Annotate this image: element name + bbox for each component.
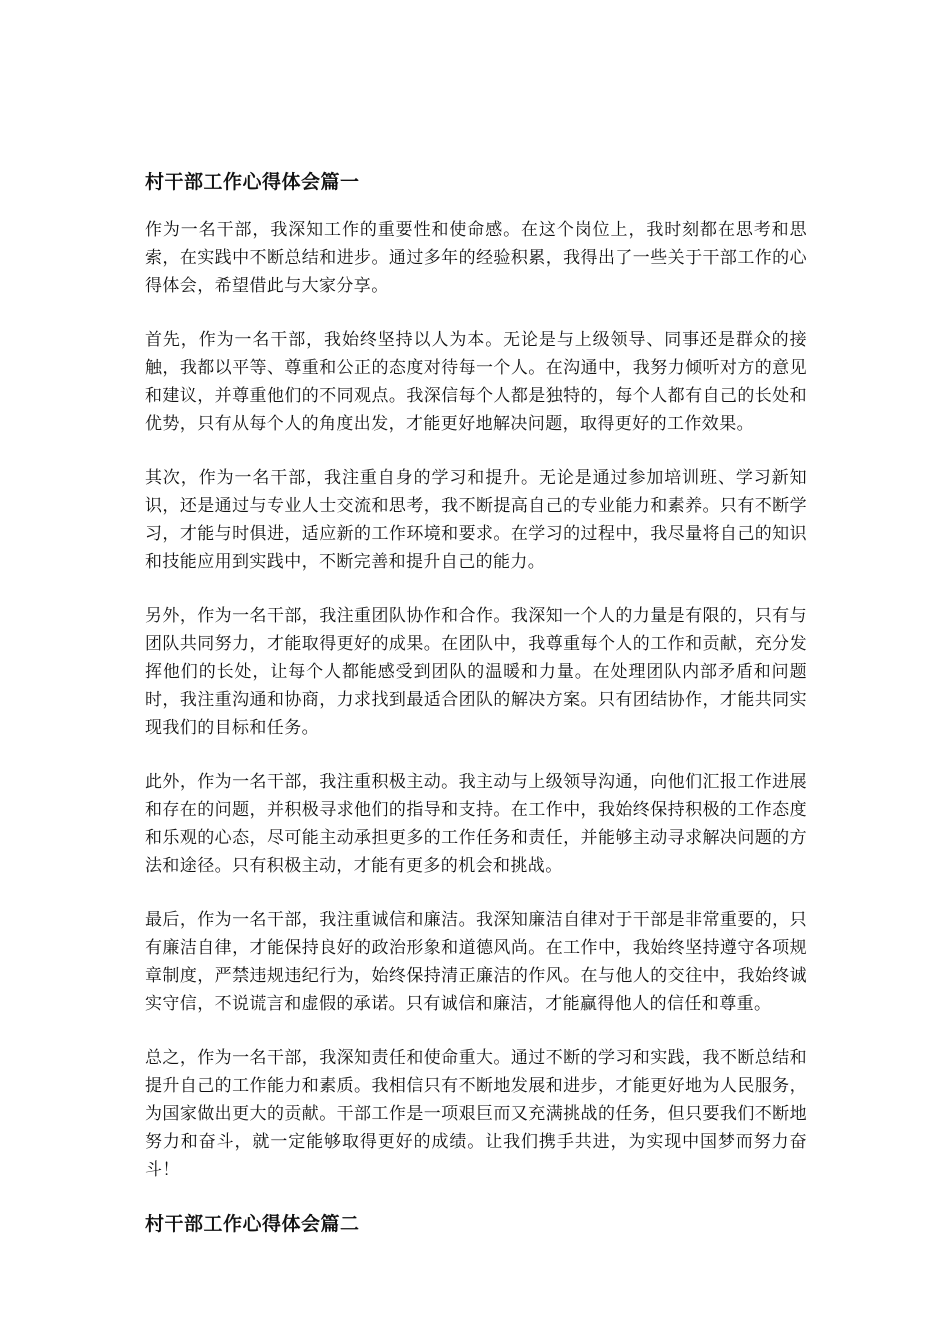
paragraph-integrity: 最后，作为一名干部，我注重诚信和廉洁。我深知廉洁自律对于干部是非常重要的，只有廉洁自律，才能保持良好的政治形象和道德风尚。在工作中，我始终坚持遵守各项规章制度，严禁违规违纪行为，始终保持清正廉洁的作风。在与他人的交往中，我始终诚实守信，不说谎言和虚假的承诺。只有诚信和廉洁，才能赢得他人的信任和尊重。 (145, 910, 807, 1014)
paragraph-people-first: 首先，作为一名干部，我始终坚持以人为本。无论是与上级领导、同事还是群众的接触，我都以平等、尊重和公正的态度对待每一个人。在沟通中，我努力倾听对方的意见和建议，并尊重他们的不同观点。我深信每个人都是独特的，每个人都有自己的长处和优势，只有从每个人的角度出发，才能更好地解决问题，取得更好的工作效果。 (145, 330, 807, 434)
section-heading-1: 村干部工作心得体会篇一 (145, 171, 360, 193)
section-heading-2: 村干部工作心得体会篇二 (145, 1213, 360, 1235)
document-body (145, 168, 807, 1258)
paragraph-proactive: 此外，作为一名干部，我注重积极主动。我主动与上级领导沟通，向他们汇报工作进展和存在的问题，并积极寻求他们的指导和支持。在工作中，我始终保持积极的工作态度和乐观的心态，尽可能主动承担更多的工作任务和责任，并能够主动寻求解决问题的方法和途径。只有积极主动，才能有更多的机会和挑战。 (145, 772, 807, 876)
paragraph-teamwork: 另外，作为一名干部，我注重团队协作和合作。我深知一个人的力量是有限的，只有与团队共同努力，才能取得更好的成果。在团队中，我尊重每个人的工作和贡献，充分发挥他们的长处，让每个人都能感受到团队的温暖和力量。在处理团队内部矛盾和问题时，我注重沟通和协商，力求找到最适合团队的解决方案。只有团结协作，才能共同实现我们的目标和任务。 (145, 606, 807, 738)
paragraph-learning: 其次，作为一名干部，我注重自身的学习和提升。无论是通过参加培训班、学习新知识，还是通过与专业人士交流和思考，我不断提高自己的专业能力和素养。只有不断学习，才能与时俱进，适应新的工作环境和要求。在学习的过程中，我尽量将自己的知识和技能应用到实践中，不断完善和提升自己的能力。 (145, 468, 807, 572)
paragraph-conclusion: 总之，作为一名干部，我深知责任和使命重大。通过不断的学习和实践，我不断总结和提升自己的工作能力和素质。我相信只有不断地发展和进步，才能更好地为人民服务，为国家做出更大的贡献。干部工作是一项艰巨而又充满挑战的任务，但只要我们不断地努力和奋斗，就一定能够取得更好的成绩。让我们携手共进，为实现中国梦而努力奋斗！ (145, 1048, 807, 1180)
paragraph-intro: 作为一名干部，我深知工作的重要性和使命感。在这个岗位上，我时刻都在思考和思索，在实践中不断总结和进步。通过多年的经验积累，我得出了一些关于干部工作的心得体会，希望借此与大家分享。 (145, 220, 807, 296)
